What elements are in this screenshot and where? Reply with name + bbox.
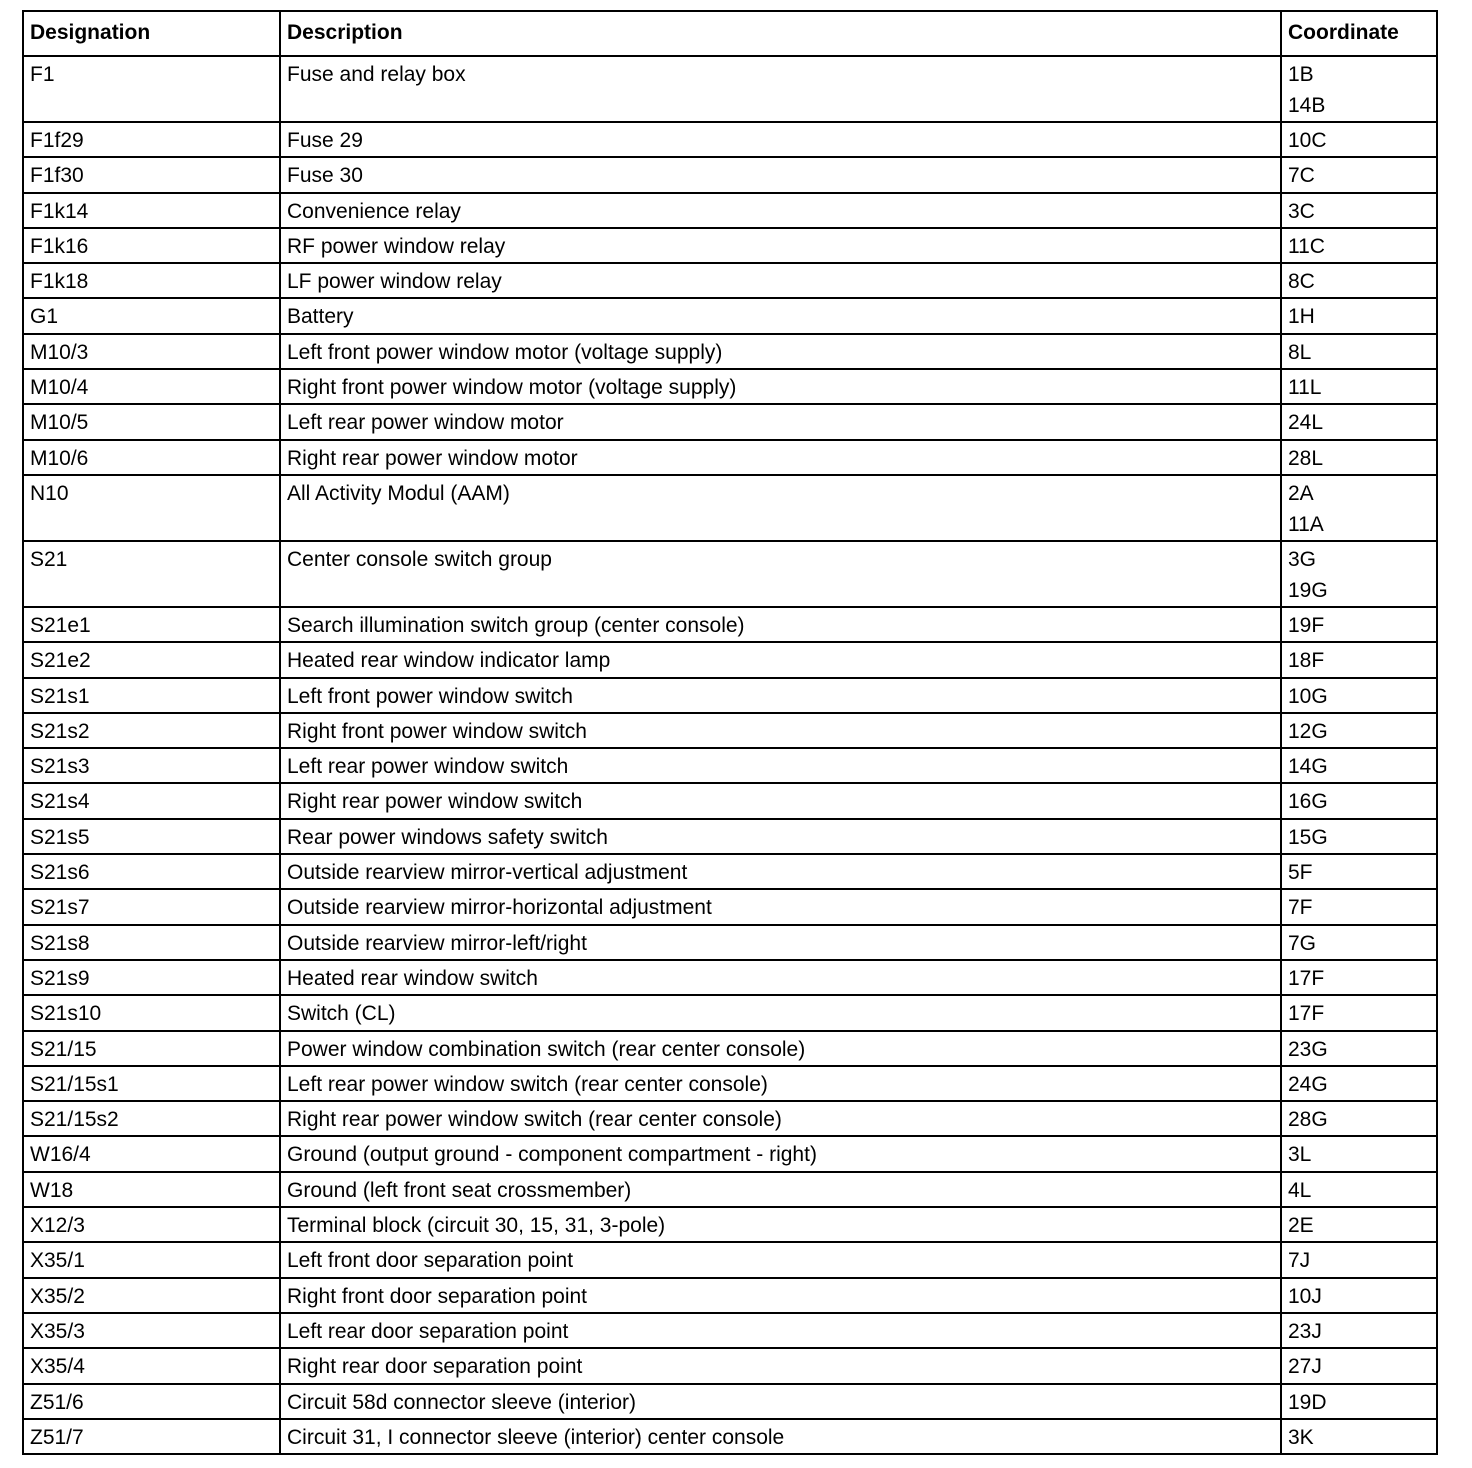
description-cell: Outside rearview mirror-horizontal adjustment: [280, 889, 1281, 924]
table-row: [23, 995, 1437, 1030]
table-row: [23, 713, 1437, 748]
designation-cell: X12/3: [23, 1207, 280, 1242]
coordinate-value: 15G: [1288, 825, 1328, 849]
coordinate-value: 2E: [1288, 1214, 1314, 1238]
coordinate-value: 11A: [1288, 512, 1324, 536]
description-cell: Search illumination switch group (center console): [280, 607, 1281, 642]
table-row: [23, 122, 1437, 157]
description-cell: RF power window relay: [280, 228, 1281, 263]
coordinate-cell: [1281, 995, 1437, 1030]
table-row: [23, 475, 1437, 541]
coordinate-value: 14G: [1288, 755, 1328, 779]
coordinate-value: 23G: [1288, 1037, 1328, 1061]
designation-cell: S21s8: [23, 925, 280, 960]
coordinate-value: 8L: [1288, 340, 1312, 364]
designation-cell: S21s2: [23, 713, 280, 748]
coordinate-cell: [1281, 541, 1437, 607]
coordinate-value: 5F: [1288, 861, 1313, 885]
coordinate-value: 16G: [1288, 790, 1328, 814]
coordinate-value: 28L: [1288, 446, 1324, 470]
description-cell: Fuse 29: [280, 122, 1281, 157]
designation-cell: F1f30: [23, 157, 280, 192]
designation-cell: Z51/6: [23, 1384, 280, 1419]
coordinate-value: 3L: [1288, 1143, 1312, 1167]
table-row: [23, 1172, 1437, 1207]
description-cell: Center console switch group: [280, 541, 1281, 607]
description-cell: Fuse 30: [280, 157, 1281, 192]
coordinate-value: 19F: [1288, 613, 1325, 637]
designation-cell: X35/2: [23, 1278, 280, 1313]
description-cell: Right rear power window motor: [280, 440, 1281, 475]
designation-cell: S21/15: [23, 1031, 280, 1066]
coordinate-cell: [1281, 854, 1437, 889]
description-cell: Left front door separation point: [280, 1242, 1281, 1277]
designation-cell: S21: [23, 541, 280, 607]
table-row: [23, 819, 1437, 854]
coordinate-value: 18F: [1288, 649, 1325, 673]
coordinate-value: 1B: [1288, 63, 1314, 86]
table-row: [23, 1101, 1437, 1136]
designation-cell: S21s10: [23, 995, 280, 1030]
table-row: [23, 263, 1437, 298]
coordinate-cell: [1281, 298, 1437, 333]
table-row: [23, 1348, 1437, 1383]
table-row: [23, 1031, 1437, 1066]
coordinate-cell: [1281, 1348, 1437, 1383]
coordinate-value: 8C: [1288, 270, 1315, 294]
component-legend-table: [22, 10, 1438, 1455]
table-row: [23, 1313, 1437, 1348]
table-row: [23, 1242, 1437, 1277]
coordinate-cell: [1281, 889, 1437, 924]
coordinate-value: 27J: [1288, 1355, 1322, 1379]
coordinate-value: 7G: [1288, 931, 1317, 955]
table-row: [23, 1136, 1437, 1171]
description-cell: Right front power window motor (voltage supply): [280, 369, 1281, 404]
coordinate-cell: [1281, 1136, 1437, 1171]
table-header-row: [23, 11, 1437, 56]
description-cell: Convenience relay: [280, 193, 1281, 228]
description-cell: Ground (left front seat crossmember): [280, 1172, 1281, 1207]
table-row: [23, 1384, 1437, 1419]
table-row: [23, 1207, 1437, 1242]
coordinate-cell: [1281, 1384, 1437, 1419]
designation-cell: S21/15s2: [23, 1101, 280, 1136]
designation-cell: S21s7: [23, 889, 280, 924]
coordinate-cell: [1281, 157, 1437, 192]
coordinate-value: 28G: [1288, 1108, 1328, 1132]
description-cell: All Activity Modul (AAM): [280, 475, 1281, 541]
coordinate-cell: [1281, 440, 1437, 475]
description-cell: Heated rear window switch: [280, 960, 1281, 995]
coordinate-cell: [1281, 748, 1437, 783]
description-cell: Right front power window switch: [280, 713, 1281, 748]
description-cell: Left front power window switch: [280, 678, 1281, 713]
description-cell: Left front power window motor (voltage supply): [280, 334, 1281, 369]
header-coordinate: Coordinate: [1281, 11, 1437, 56]
designation-cell: M10/6: [23, 440, 280, 475]
coordinate-cell: [1281, 1242, 1437, 1277]
designation-cell: F1f29: [23, 122, 280, 157]
table-row: [23, 1419, 1437, 1454]
designation-cell: S21e1: [23, 607, 280, 642]
designation-cell: F1k14: [23, 193, 280, 228]
table-row: [23, 925, 1437, 960]
coordinate-value: 11L: [1288, 376, 1322, 400]
table-row: [23, 193, 1437, 228]
description-cell: Outside rearview mirror-left/right: [280, 925, 1281, 960]
table-row: [23, 1278, 1437, 1313]
coordinate-cell: [1281, 713, 1437, 748]
designation-cell: X35/3: [23, 1313, 280, 1348]
designation-cell: S21s4: [23, 783, 280, 818]
designation-cell: S21s5: [23, 819, 280, 854]
description-cell: Right rear power window switch (rear center console): [280, 1101, 1281, 1136]
coordinate-cell: [1281, 334, 1437, 369]
table-row: [23, 228, 1437, 263]
table-row: [23, 157, 1437, 192]
designation-cell: X35/4: [23, 1348, 280, 1383]
table-row: [23, 404, 1437, 439]
designation-cell: X35/1: [23, 1242, 280, 1277]
coordinate-value: 24L: [1288, 411, 1324, 435]
description-cell: Right rear door separation point: [280, 1348, 1281, 1383]
coordinate-value: 17F: [1288, 966, 1325, 990]
header-designation: Designation: [23, 11, 280, 56]
table-row: [23, 960, 1437, 995]
designation-cell: S21s3: [23, 748, 280, 783]
coordinate-cell: [1281, 642, 1437, 677]
coordinate-value: 11C: [1288, 234, 1325, 258]
table-row: [23, 607, 1437, 642]
coordinate-cell: [1281, 678, 1437, 713]
coordinate-value: 23J: [1288, 1319, 1322, 1343]
table-row: [23, 854, 1437, 889]
coordinate-value: 10J: [1288, 1284, 1322, 1308]
coordinate-value: 3G: [1288, 547, 1317, 571]
coordinate-cell: [1281, 1066, 1437, 1101]
coordinate-value: 7C: [1288, 164, 1315, 188]
coordinate-value: 3K: [1288, 1425, 1314, 1449]
coordinate-cell: [1281, 819, 1437, 854]
description-cell: Rear power windows safety switch: [280, 819, 1281, 854]
coordinate-cell: [1281, 960, 1437, 995]
coordinate-value: 7J: [1288, 1249, 1311, 1273]
table-row: [23, 783, 1437, 818]
coordinate-cell: [1281, 122, 1437, 157]
designation-cell: S21s6: [23, 854, 280, 889]
description-cell: Left rear door separation point: [280, 1313, 1281, 1348]
coordinate-value: 7F: [1288, 896, 1313, 920]
designation-cell: S21e2: [23, 642, 280, 677]
coordinate-value: 2A: [1288, 481, 1314, 505]
coordinate-cell: [1281, 1031, 1437, 1066]
coordinate-value: 14B: [1288, 94, 1326, 117]
designation-cell: F1k18: [23, 263, 280, 298]
coordinate-value: 19D: [1288, 1390, 1327, 1414]
coordinate-value: 12G: [1288, 719, 1328, 743]
coordinate-cell: [1281, 1101, 1437, 1136]
table-row: [23, 678, 1437, 713]
designation-cell: W18: [23, 1172, 280, 1207]
description-cell: Fuse and relay box: [280, 56, 1281, 122]
description-cell: Left rear power window switch (rear center console): [280, 1066, 1281, 1101]
coordinate-cell: [1281, 1419, 1437, 1454]
coordinate-value: 3C: [1288, 199, 1315, 223]
description-cell: Power window combination switch (rear center console): [280, 1031, 1281, 1066]
table-row: [23, 748, 1437, 783]
coordinate-cell: [1281, 263, 1437, 298]
coordinate-value: 24G: [1288, 1072, 1328, 1096]
coordinate-value: 10C: [1288, 129, 1327, 152]
table-row: [23, 298, 1437, 333]
coordinate-cell: [1281, 1278, 1437, 1313]
description-cell: Circuit 31, I connector sleeve (interior) center console: [280, 1419, 1281, 1454]
designation-cell: S21s1: [23, 678, 280, 713]
table-row: [23, 642, 1437, 677]
designation-cell: G1: [23, 298, 280, 333]
description-cell: Outside rearview mirror-vertical adjustment: [280, 854, 1281, 889]
coordinate-cell: [1281, 1207, 1437, 1242]
header-description: Description: [280, 11, 1281, 56]
table-row: [23, 334, 1437, 369]
coordinate-value: 17F: [1288, 1002, 1325, 1026]
coordinate-cell: [1281, 607, 1437, 642]
coordinate-value: 19G: [1288, 578, 1328, 602]
coordinate-cell: [1281, 925, 1437, 960]
description-cell: Left rear power window motor: [280, 404, 1281, 439]
coordinate-cell: [1281, 1313, 1437, 1348]
coordinate-cell: [1281, 475, 1437, 541]
designation-cell: N10: [23, 475, 280, 541]
designation-cell: W16/4: [23, 1136, 280, 1171]
coordinate-cell: [1281, 404, 1437, 439]
coordinate-cell: [1281, 369, 1437, 404]
designation-cell: F1k16: [23, 228, 280, 263]
designation-cell: S21s9: [23, 960, 280, 995]
coordinate-cell: [1281, 1172, 1437, 1207]
table-body: [23, 56, 1437, 1454]
table-row: [23, 1066, 1437, 1101]
coordinate-cell: [1281, 193, 1437, 228]
table-row: [23, 369, 1437, 404]
coordinate-value: 10G: [1288, 684, 1328, 708]
description-cell: Switch (CL): [280, 995, 1281, 1030]
description-cell: Terminal block (circuit 30, 15, 31, 3-pole): [280, 1207, 1281, 1242]
description-cell: Ground (output ground - component compartment - right): [280, 1136, 1281, 1171]
designation-cell: F1: [23, 56, 280, 122]
description-cell: Left rear power window switch: [280, 748, 1281, 783]
designation-cell: S21/15s1: [23, 1066, 280, 1101]
designation-cell: M10/3: [23, 334, 280, 369]
description-cell: Heated rear window indicator lamp: [280, 642, 1281, 677]
description-cell: Right rear power window switch: [280, 783, 1281, 818]
designation-cell: Z51/7: [23, 1419, 280, 1454]
coordinate-value: 1H: [1288, 305, 1315, 329]
designation-cell: M10/4: [23, 369, 280, 404]
description-cell: Circuit 58d connector sleeve (interior): [280, 1384, 1281, 1419]
description-cell: Battery: [280, 298, 1281, 333]
description-cell: LF power window relay: [280, 263, 1281, 298]
table-row: [23, 56, 1437, 122]
table-row: [23, 889, 1437, 924]
coordinate-cell: [1281, 228, 1437, 263]
designation-cell: M10/5: [23, 404, 280, 439]
description-cell: Right front door separation point: [280, 1278, 1281, 1313]
coordinate-value: 4L: [1288, 1178, 1312, 1202]
table-row: [23, 541, 1437, 607]
coordinate-cell: [1281, 56, 1437, 122]
coordinate-cell: [1281, 783, 1437, 818]
table-row: [23, 440, 1437, 475]
